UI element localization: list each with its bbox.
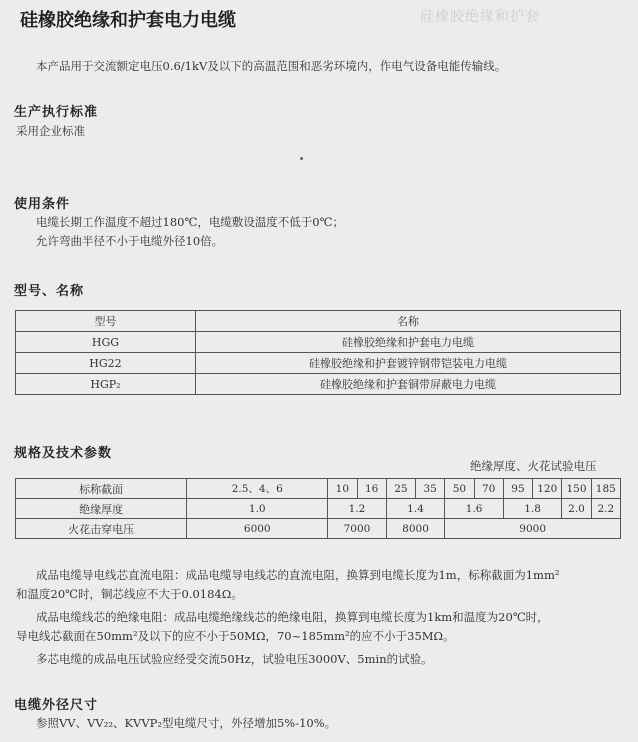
model-name: 硅橡胶绝缘和护套电力电缆: [196, 332, 621, 353]
model-code: HGG: [16, 332, 196, 353]
table-row: [16, 374, 621, 395]
resistance-paragraph: 成品电缆导电线芯直流电阻：成品电缆导电线芯的直流电阻，换算到电缆长度为1m，标称截面为1mm²: [36, 568, 560, 582]
table-header-row: [16, 311, 621, 332]
conditions-heading: 使用条件: [14, 197, 71, 212]
insulation-paragraph: 成品电缆线芯的绝缘电阻：成品电缆绝缘线芯的绝缘电阻，换算到电缆长度为1km和温度为20℃时，: [36, 610, 549, 624]
condition-line: 允许弯曲半径不小于电缆外径10倍。: [36, 234, 224, 248]
thickness-cell: 1.6: [445, 499, 504, 519]
voltage-cell: 8000: [386, 519, 445, 539]
table-row: [16, 353, 621, 374]
standard-text: 采用企业标准: [16, 124, 85, 138]
section-cell: 120: [533, 479, 562, 499]
header-name: 名称: [196, 311, 621, 332]
table-row: [16, 519, 621, 539]
section-cell: 25: [386, 479, 415, 499]
thickness-cell: 1.4: [386, 499, 445, 519]
spec-heading: 规格及技术参数: [14, 446, 113, 461]
section-cell: 150: [562, 479, 591, 499]
section-cell: 50: [445, 479, 474, 499]
voltage-cell: 6000: [187, 519, 328, 539]
standard-heading: 生产执行标准: [14, 105, 99, 120]
thickness-cell: 2.2: [591, 499, 620, 519]
header-model: 型号: [16, 311, 196, 332]
row-label: 标称截面: [16, 479, 187, 499]
row-label: 火花击穿电压: [16, 519, 187, 539]
model-code: HG22: [16, 353, 196, 374]
section-cell: 16: [357, 479, 386, 499]
section-cell: 35: [416, 479, 445, 499]
thickness-cell: 1.8: [503, 499, 562, 519]
models-heading: 型号、名称: [14, 284, 85, 299]
section-cell: 95: [503, 479, 532, 499]
page-title: 硅橡胶绝缘和护套电力电缆: [20, 10, 236, 31]
section-cell: 10: [328, 479, 357, 499]
spec-table: [15, 478, 621, 539]
model-table: [15, 310, 621, 395]
voltage-cell: 7000: [328, 519, 387, 539]
resistance-paragraph-cont: 和温度20℃时，铜芯线应不大于0.0184Ω。: [16, 587, 243, 601]
thickness-cell: 2.0: [562, 499, 591, 519]
section-cell: 185: [591, 479, 620, 499]
table-row: [16, 332, 621, 353]
intro-paragraph: 本产品用于交流额定电压0.6/1kV及以下的高温范围和恶劣环境内，作电气设备电能传输线。: [36, 59, 507, 73]
thickness-cell: 1.2: [328, 499, 387, 519]
table-row: [16, 499, 621, 519]
section-cell: 2.5、4、6: [187, 479, 328, 499]
row-label: 绝缘厚度: [16, 499, 187, 519]
spec-caption: 绝缘厚度、火花试验电压: [470, 459, 597, 473]
model-name: 硅橡胶绝缘和护套镀锌钢带铠装电力电缆: [196, 353, 621, 374]
table-row: [16, 479, 621, 499]
watermark-text: 硅橡胶绝缘和护套: [420, 9, 540, 25]
condition-line: 电缆长期工作温度不超过180℃，电缆敷设温度不低于0℃；: [36, 215, 344, 229]
thickness-cell: 1.0: [187, 499, 328, 519]
model-name: 硅橡胶绝缘和护套铜带屏蔽电力电缆: [196, 374, 621, 395]
dimensions-heading: 电缆外径尺寸: [14, 698, 99, 713]
insulation-paragraph-cont: 导电线芯截面在50mm²及以下的应不小于50MΩ，70~185mm²的应不小于35MΩ。: [16, 629, 455, 643]
dimensions-text: 参照VV、VV₂₂、KVVP₂型电缆尺寸，外径增加5%-10%。: [36, 716, 337, 730]
speck-mark: [300, 157, 303, 160]
section-cell: 70: [474, 479, 503, 499]
voltage-cell: 9000: [445, 519, 621, 539]
voltage-test-paragraph: 多芯电缆的成品电压试验应经受交流50Hz，试验电压3000V、5min的试验。: [36, 652, 433, 666]
model-code: HGP₂: [16, 374, 196, 395]
